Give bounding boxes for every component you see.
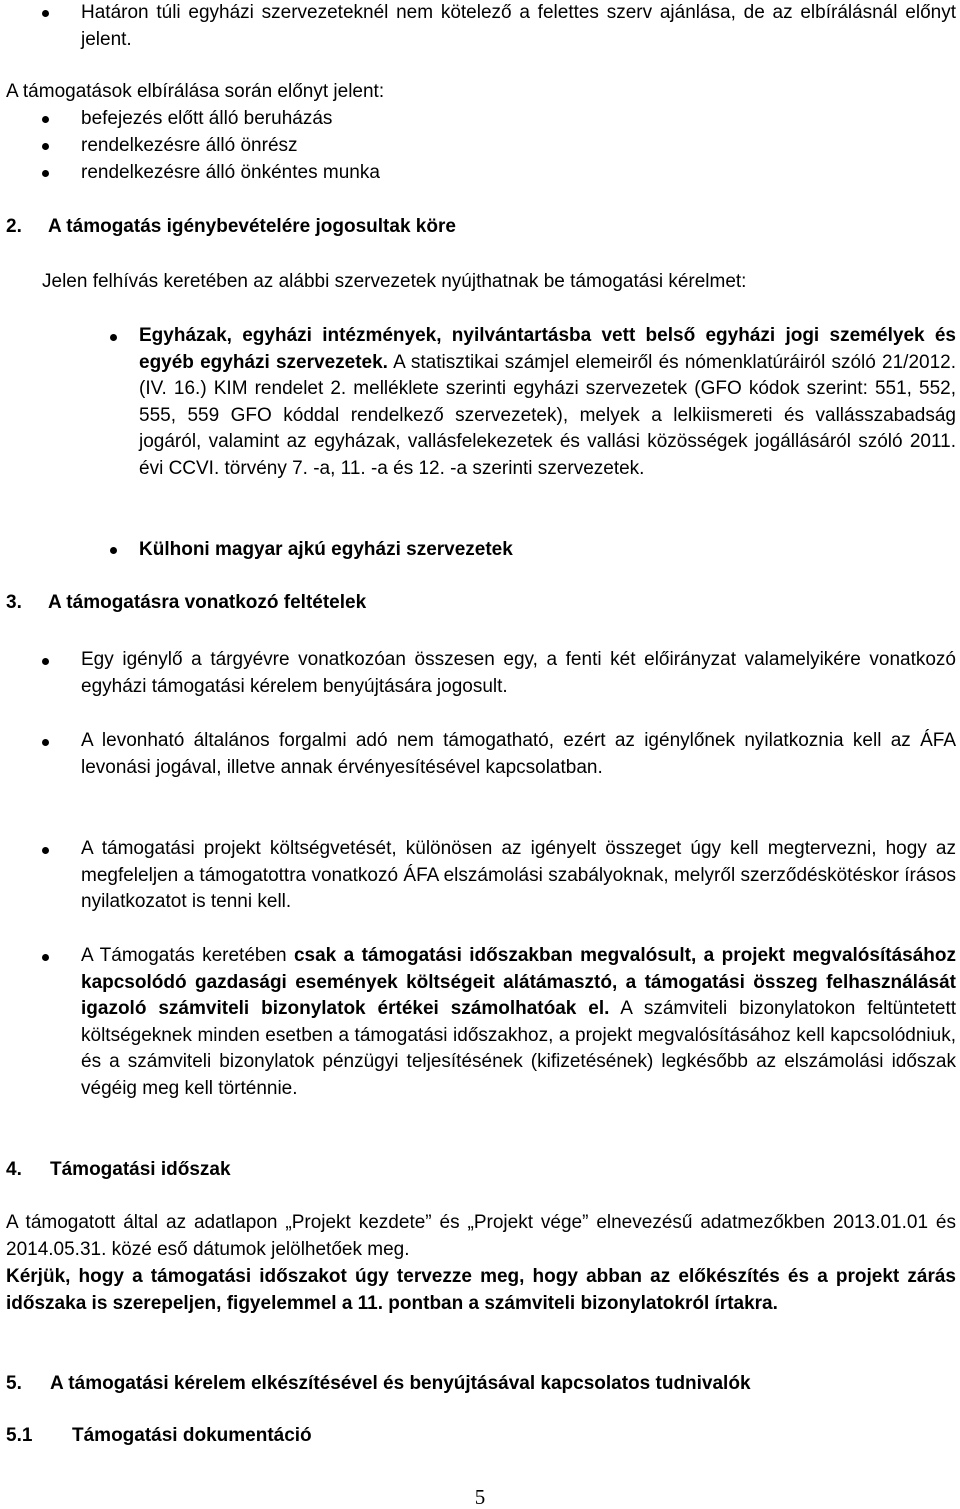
bullet-icon (42, 847, 49, 854)
section-title: A támogatási kérelem elkészítésével és benyújtásával kapcsolatos tudnivalók (50, 1373, 751, 1394)
condition-2: A levonható általános forgalmi adó nem támogatható, ezért az igénylőnek nyilatkoznia kell az ÁFA levonási jogával, illetve annak érvényesítésével kapcsolatban. (81, 730, 956, 778)
page-number: 5 (474, 1485, 486, 1509)
section-number: 4. (6, 1159, 22, 1180)
section-title: A támogatásra vonatkozó feltételek (48, 592, 367, 613)
bullet-icon (42, 658, 49, 665)
top-bullet-text: Határon túli egyházi szervezeteknél nem kötelező a felettes szerv ajánlása, de az elbírálásnál előnyt jelent. (81, 2, 956, 50)
section-5-heading (6, 1371, 751, 1398)
section-title: Támogatási időszak (50, 1159, 231, 1180)
section-4-bold-text: Kérjük, hogy a támogatási időszakot úgy tervezze meg, hogy abban az előkészítés és a projekt zárás időszaka is szerepeljen, figyelemmel a 11. pontban a számviteli bizonylatokról írtakra. (6, 1266, 956, 1314)
advantage-item: befejezés előtt álló beruházás (81, 108, 333, 129)
condition-4 (81, 943, 956, 1102)
section-4-heading (6, 1157, 231, 1184)
section-number: 5.1 (6, 1425, 33, 1446)
condition-4-bold: csak a támogatási időszakban megvalósult, a projekt megvalósításához kapcsolódó gazdasági események költségeit alátámasztó, a támogatási összeg felhasználását igazoló számviteli bizonylatok értékei számolhatóak el. (81, 945, 956, 1019)
bullet-icon (110, 334, 117, 341)
bullet-icon (110, 547, 117, 554)
section-3-heading (6, 590, 366, 617)
eligible-item-1-text: A statisztikai számjel elemeiről és nómenklatúráiról szóló 21/2012. (IV. 16.) KIM rendelet 2. melléklete szerinti egyházi szervezetek (GFO kódok szerint: 551, 552, 555, 559 GFO kóddal rendelkező szervezetek), melyek a lelkiismereti és vallásszabadság jogáról, valamint az egyházak, vallásfelekezetek és vallási közösségek jogállásáról szóló 2011. évi CCVI. törvény 7. -a, 11. -a és 12. -a szerinti szervezetek. (139, 351, 956, 479)
condition-4-pre: A Támogatás keretében (81, 945, 294, 966)
eligible-item-2 (139, 537, 956, 564)
advantage-item: rendelkezésre álló önrész (81, 135, 298, 156)
section-title: Támogatási dokumentáció (72, 1425, 312, 1446)
section-5-1-heading (6, 1423, 312, 1450)
advantages-intro: A támogatások elbírálása során előnyt jelent: (6, 81, 385, 102)
section-2-heading (6, 214, 456, 241)
section-number: 2. (6, 216, 22, 237)
section-title: A támogatás igénybevételére jogosultak köre (48, 216, 456, 237)
section-4-paragraph: A támogatott által az adatlapon „Projekt kezdete” és „Projekt vége” elnevezésű adatmezőkben 2013.01.01 és 2014.05.31. közé eső dátumok jelölhetőek meg. (6, 1212, 956, 1260)
bullet-icon (42, 10, 49, 17)
bullet-icon (42, 739, 49, 746)
section-number: 3. (6, 592, 22, 613)
bullet-icon (42, 143, 49, 150)
condition-3: A támogatási projekt költségvetését, különösen az igényelt összeget úgy kell megtervezni, hogy az megfeleljen a támogatottra vonatkozó ÁFA elszámolási szabályoknak, melyről szerződéskötéskor írásos nyilatkozatot is tenni kell. (81, 838, 956, 912)
condition-1: Egy igénylő a tárgyévre vonatkozóan összesen egy, a fenti két előirányzat valamelyikére vonatkozó egyházi támogatási kérelem benyújtására jogosult. (81, 649, 956, 697)
eligible-item-1 (139, 323, 956, 482)
advantage-item: rendelkezésre álló önkéntes munka (81, 162, 380, 183)
section-number: 5. (6, 1373, 22, 1394)
section-4-bold-paragraph (6, 1264, 956, 1317)
section-2-intro: Jelen felhívás keretében az alábbi szervezetek nyújthatnak be támogatási kérelmet: (42, 271, 747, 292)
eligible-item-1-bold: Egyházak, egyházi intézmények, nyilvántartásba vett belső egyházi jogi személyek és egyéb egyházi szervezetek. (139, 325, 956, 373)
condition-4-post: A számviteli bizonylatokon feltüntetett költségeknek minden esetben a támogatási időszakhoz, a projekt megvalósításához kell kapcsolódniuk, és a számviteli bizonylatok pénzügyi teljesítésének (kifizetésének) legkésőbb az elszámolási időszak végéig meg kell történnie. (81, 998, 956, 1099)
bullet-icon (42, 170, 49, 177)
bullet-icon (42, 116, 49, 123)
bullet-icon (42, 954, 49, 961)
eligible-item-2-bold: Külhoni magyar ajkú egyházi szervezetek (139, 539, 513, 560)
